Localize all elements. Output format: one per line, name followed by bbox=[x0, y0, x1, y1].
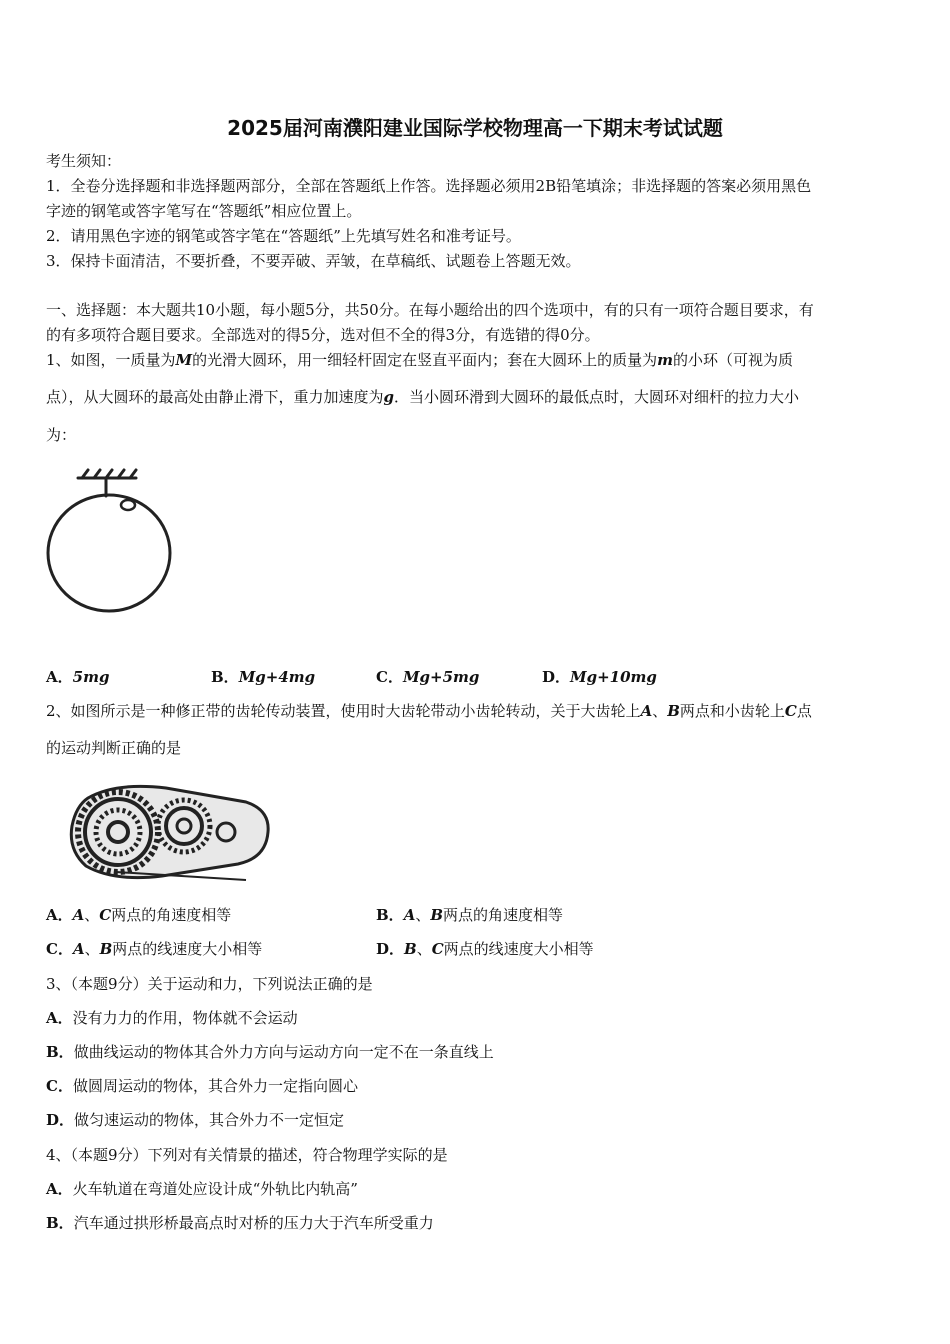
section-instructions: 的有多项符合题目要求。全部选对的得5分，选对但不全的得3分，有选错的得0分。 bbox=[46, 326, 600, 344]
q3-option-a: A．没有力力的作用，物体就不会运动 bbox=[46, 1009, 298, 1027]
q2-option-a: A．A、C两点的角速度相等 bbox=[46, 906, 232, 924]
notice-item: 1．全卷分选择题和非选择题两部分，全部在答题纸上作答。选择题必须用2B铅笔填涂；非选择题的答案必须用黑色 bbox=[46, 177, 812, 195]
q1-text: ．当小圆环滑到大圆环的最低点时，大圆环对细杆的拉力大小 bbox=[394, 388, 800, 406]
q2-option-b: B．A、B两点的角速度相等 bbox=[376, 906, 564, 924]
q1-option-b: B．Mg+4mg bbox=[211, 668, 316, 686]
q2-option-d: D．B、C两点的线速度大小相等 bbox=[376, 940, 594, 958]
question-3-stem: 3、（本题9分）关于运动和力，下列说法正确的是 bbox=[46, 975, 373, 993]
q1-text: 点），从大圆环的最高处由静止滑下，重力加速度为 bbox=[46, 388, 384, 406]
q2-option-c: C．A、B两点的线速度大小相等 bbox=[46, 940, 263, 958]
small-ring bbox=[121, 500, 135, 510]
large-ring bbox=[48, 495, 170, 611]
section-instructions: 一、选择题：本大题共10小题，每小题5分，共50分。在每小题给出的四个选项中，有的只有一项符合题目要求，有 bbox=[46, 301, 814, 319]
notice-item: 2．请用黑色字迹的钢笔或答字笔在“答题纸”上先填写姓名和准考证号。 bbox=[46, 227, 521, 245]
housing-outline bbox=[71, 786, 268, 877]
q1-text: 的光滑大圆环，用一细轻杆固定在竖直平面内；套在大圆环上的质量为 bbox=[192, 351, 658, 369]
question-2-stem: 的运动判断正确的是 bbox=[46, 739, 182, 757]
q3-option-b: B．做曲线运动的物体其合外力方向与运动方向一定不在一条直线上 bbox=[46, 1043, 494, 1061]
notice-item: 字迹的钢笔或答字笔写在“答题纸”相应位置上。 bbox=[46, 202, 362, 220]
q1-text: 的小环（可视为质 bbox=[673, 351, 794, 369]
q1-option-a: A．5mg bbox=[46, 668, 110, 686]
question-2-stem: 2、如图所示是一种修正带的齿轮传动装置，使用时大齿轮带动小齿轮转动，关于大齿轮上A、B两点和小齿轮上C点 bbox=[46, 702, 812, 720]
var-M: M bbox=[175, 351, 193, 369]
notice-heading: 考生须知： bbox=[46, 152, 122, 170]
var-m: m bbox=[657, 351, 674, 369]
question-1-stem bbox=[46, 387, 908, 407]
q3-option-c: C．做圆周运动的物体，其合外力一定指向圆心 bbox=[46, 1077, 358, 1095]
q1-text: 1、如图，一质量为 bbox=[46, 351, 176, 369]
q4-option-a: A．火车轨道在弯道处应设计成“外轨比内轨高” bbox=[46, 1180, 358, 1198]
page-title: 2025届河南濮阳建业国际学校物理高一下期末考试试题 bbox=[227, 116, 723, 140]
q4-option-b: B．汽车通过拱形桥最高点时对桥的压力大于汽车所受重力 bbox=[46, 1214, 434, 1232]
notice-item: 3．保持卡面清洁，不要折叠，不要弄破、弄皱，在草稿纸、试题卷上答题无效。 bbox=[46, 252, 581, 270]
var-g: g bbox=[383, 388, 395, 406]
question-1-stem bbox=[46, 350, 908, 370]
q1-option-c: C．Mg+5mg bbox=[376, 668, 480, 686]
gear-figure bbox=[66, 780, 272, 884]
q3-option-d: D．做匀速运动的物体，其合外力不一定恒定 bbox=[46, 1111, 345, 1129]
question-1-stem: 为： bbox=[46, 426, 77, 444]
question-4-stem: 4、（本题9分）下列对有关情景的描述，符合物理学实际的是 bbox=[46, 1146, 448, 1164]
ring-figure bbox=[44, 468, 176, 616]
q1-option-d: D．Mg+10mg bbox=[542, 668, 657, 686]
